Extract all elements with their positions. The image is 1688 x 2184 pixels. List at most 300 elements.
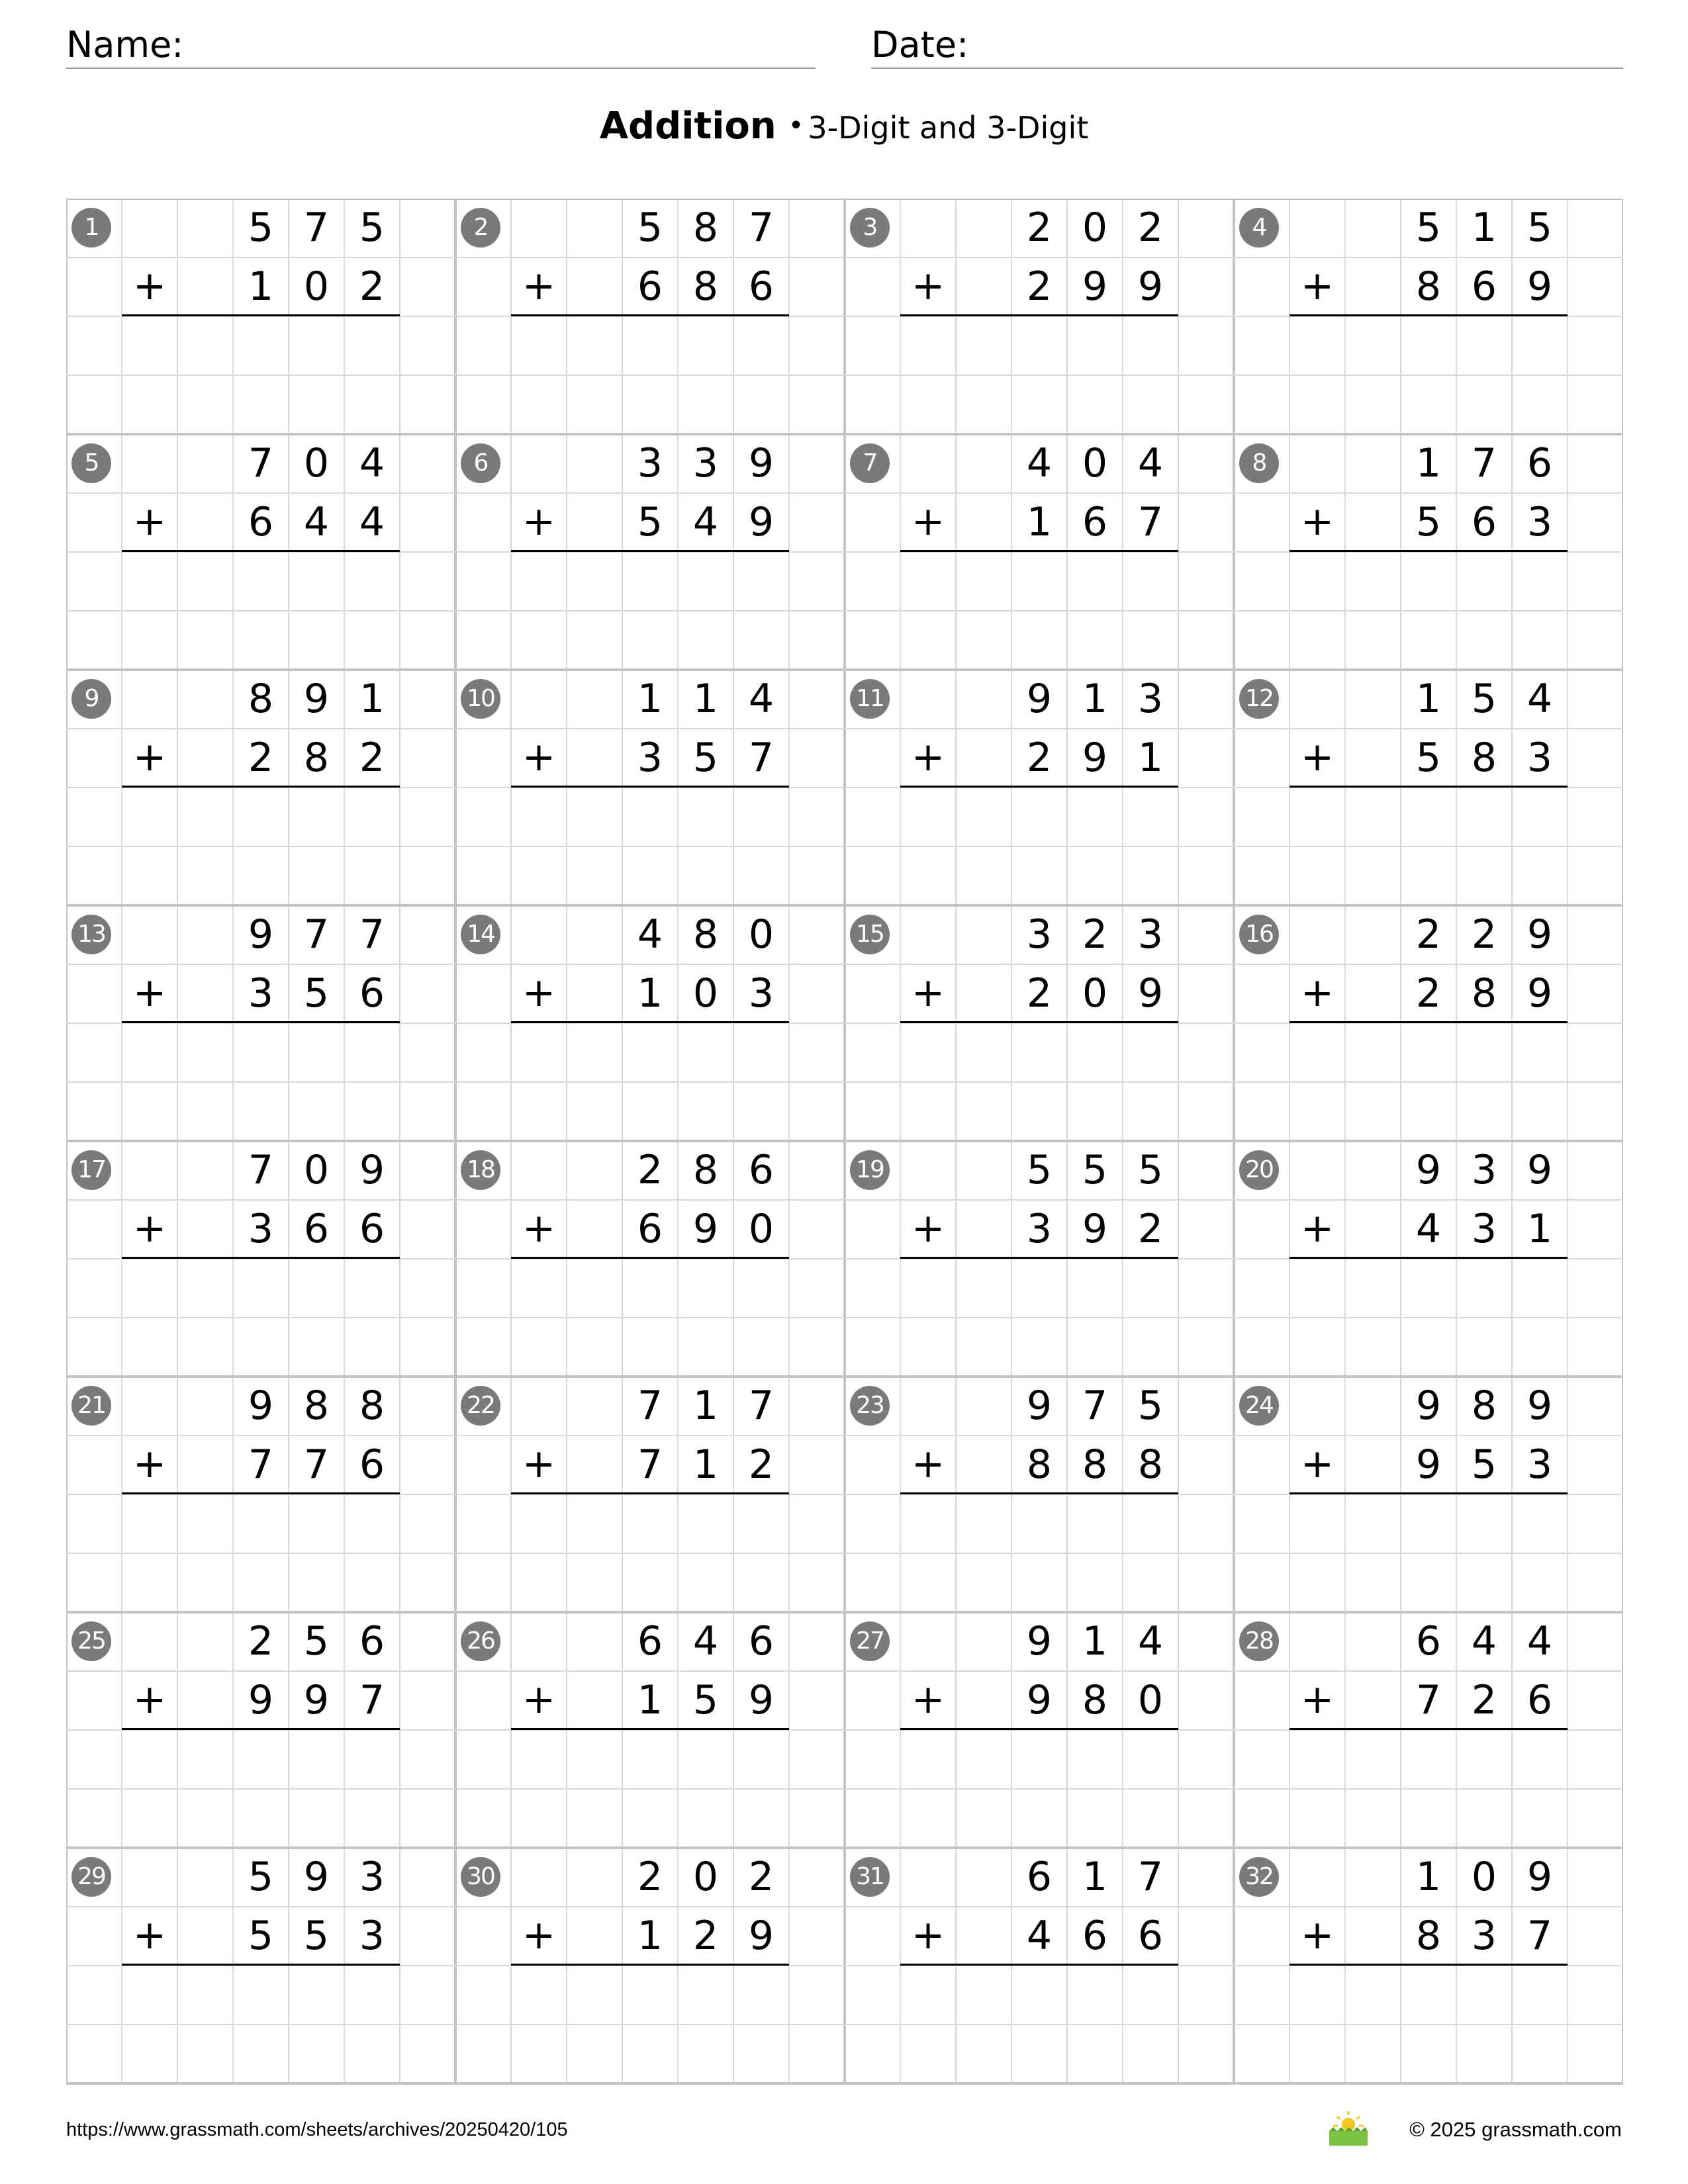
addend-bottom-digit: 3 (1026, 1206, 1053, 1252)
addend-top-digit: 1 (1082, 676, 1108, 722)
problem-number-badge: 27 (850, 1621, 890, 1661)
problem-number-badge: 14 (461, 915, 500, 954)
problem-15 (845, 905, 1234, 1141)
problem-28 (1234, 1612, 1623, 1848)
addend-top-digit: 5 (1471, 676, 1497, 722)
problem-30 (455, 1848, 845, 2083)
addend-bottom-digit: 9 (1526, 263, 1553, 310)
plus-sign: + (522, 498, 556, 545)
addend-bottom-digit: 3 (1526, 735, 1553, 781)
addend-top-digit: 7 (248, 440, 274, 486)
problem-number-badge: 5 (71, 443, 111, 483)
addend-top-digit: 7 (303, 911, 330, 958)
addend-bottom-digit: 6 (303, 1206, 330, 1252)
addend-top-digit: 9 (1026, 1383, 1053, 1429)
plus-sign: + (911, 1676, 945, 1723)
addend-top-digit: 2 (1415, 911, 1442, 958)
addend-top-digit: 8 (692, 1147, 719, 1193)
addend-top-digit: 0 (1471, 1854, 1497, 1900)
title-main: Addition (599, 105, 776, 148)
addend-bottom-digit: 9 (1082, 1206, 1108, 1252)
answer-line[interactable] (122, 1492, 400, 1494)
addend-top-digit: 5 (1082, 1147, 1108, 1193)
plus-sign: + (522, 263, 556, 309)
addend-bottom-digit: 3 (1526, 499, 1553, 545)
addend-bottom-digit: 9 (1415, 1441, 1442, 1488)
addend-top-digit: 7 (1137, 1854, 1164, 1900)
addend-top-digit: 5 (303, 1618, 330, 1664)
problem-13 (66, 905, 455, 1141)
plus-sign: + (911, 734, 945, 780)
addend-bottom-digit: 1 (1026, 499, 1053, 545)
name-field-line[interactable] (66, 68, 816, 69)
problem-number-badge: 21 (71, 1386, 111, 1426)
addend-bottom-digit: 3 (248, 970, 274, 1017)
worksheet-title (0, 105, 1688, 148)
addend-top-digit: 2 (637, 1854, 663, 1900)
plus-sign: + (522, 970, 556, 1016)
problem-number-badge: 4 (1239, 208, 1279, 248)
answer-line[interactable] (511, 1257, 789, 1259)
problem-number-badge: 6 (461, 443, 500, 483)
plus-sign: + (1300, 734, 1335, 780)
problem-22 (455, 1377, 845, 1612)
addend-top-digit: 8 (692, 911, 719, 958)
addend-bottom-digit: 7 (637, 1441, 663, 1488)
problem-25 (66, 1612, 455, 1848)
addend-bottom-digit: 6 (1471, 499, 1497, 545)
addend-bottom-digit: 4 (1026, 1913, 1053, 1959)
addend-top-digit: 9 (1526, 1854, 1553, 1900)
addend-top-digit: 9 (248, 911, 274, 958)
problem-7 (845, 434, 1234, 670)
problem-number-badge: 11 (850, 679, 890, 719)
addend-top-digit: 9 (1526, 1147, 1553, 1193)
answer-line[interactable] (511, 1492, 789, 1494)
addend-top-digit: 4 (1471, 1618, 1497, 1664)
problem-20 (1234, 1141, 1623, 1377)
problem-24 (1234, 1377, 1623, 1612)
addend-bottom-digit: 1 (1526, 1206, 1553, 1252)
addend-top-digit: 3 (359, 1854, 385, 1900)
problem-number-badge: 7 (850, 443, 890, 483)
problem-number-badge: 1 (71, 208, 111, 248)
problem-number-badge: 16 (1239, 915, 1279, 954)
plus-sign: + (1300, 1676, 1335, 1723)
addend-bottom-digit: 6 (1471, 263, 1497, 310)
problem-10 (455, 670, 845, 905)
addend-bottom-digit: 5 (637, 499, 663, 545)
problem-number-badge: 3 (850, 208, 890, 248)
addend-top-digit: 2 (1082, 911, 1108, 958)
addend-bottom-digit: 9 (1137, 263, 1164, 310)
answer-line[interactable] (1289, 1257, 1568, 1259)
footer-copyright: © 2025 grassmath.com (1409, 2118, 1622, 2141)
addend-top-digit: 9 (1415, 1383, 1442, 1429)
problem-16 (1234, 905, 1623, 1141)
addend-bottom-digit: 9 (1082, 263, 1108, 310)
answer-line[interactable] (511, 786, 789, 788)
addend-bottom-digit: 5 (692, 1677, 719, 1723)
answer-line[interactable] (511, 1021, 789, 1023)
problem-9 (66, 670, 455, 905)
addend-bottom-digit: 9 (748, 499, 774, 545)
addend-top-digit: 1 (692, 676, 719, 722)
answer-line[interactable] (900, 1964, 1178, 1966)
problem-14 (455, 905, 845, 1141)
answer-line[interactable] (1289, 786, 1568, 788)
addend-bottom-digit: 7 (359, 1677, 385, 1723)
addend-bottom-digit: 7 (303, 1441, 330, 1488)
problem-number-badge: 9 (71, 679, 111, 719)
addend-bottom-digit: 8 (1026, 1441, 1053, 1488)
answer-line[interactable] (1289, 314, 1568, 316)
addend-top-digit: 1 (1471, 205, 1497, 251)
problem-8 (1234, 434, 1623, 670)
problem-number-badge: 31 (850, 1857, 890, 1897)
addend-bottom-digit: 8 (303, 735, 330, 781)
answer-line[interactable] (511, 550, 789, 552)
addend-top-digit: 4 (1137, 440, 1164, 486)
addend-bottom-digit: 2 (1137, 1206, 1164, 1252)
addend-bottom-digit: 3 (748, 970, 774, 1017)
addend-bottom-digit: 9 (1526, 970, 1553, 1017)
addend-top-digit: 7 (1082, 1383, 1108, 1429)
addend-top-digit: 6 (748, 1147, 774, 1193)
addend-top-digit: 2 (1137, 205, 1164, 251)
addend-top-digit: 3 (692, 440, 719, 486)
addend-top-digit: 1 (637, 676, 663, 722)
addend-bottom-digit: 2 (692, 1913, 719, 1959)
problem-number-badge: 8 (1239, 443, 1279, 483)
problem-32 (1234, 1848, 1623, 2083)
addend-top-digit: 4 (1526, 1618, 1553, 1664)
addend-bottom-digit: 8 (1082, 1441, 1108, 1488)
addend-bottom-digit: 2 (359, 263, 385, 310)
addend-bottom-digit: 9 (1082, 735, 1108, 781)
addend-bottom-digit: 6 (1137, 1913, 1164, 1959)
addend-bottom-digit: 5 (1415, 735, 1442, 781)
addend-bottom-digit: 1 (692, 1441, 719, 1488)
addend-top-digit: 5 (248, 205, 274, 251)
answer-line[interactable] (900, 550, 1178, 552)
plus-sign: + (911, 263, 945, 309)
addend-bottom-digit: 7 (1526, 1913, 1553, 1959)
addend-top-digit: 7 (1471, 440, 1497, 486)
addend-top-digit: 4 (1137, 1618, 1164, 1664)
addend-bottom-digit: 6 (1082, 1913, 1108, 1959)
addend-bottom-digit: 4 (303, 499, 330, 545)
addend-top-digit: 4 (637, 911, 663, 958)
plus-sign: + (911, 498, 945, 545)
problem-26 (455, 1612, 845, 1848)
addend-bottom-digit: 2 (748, 1441, 774, 1488)
addend-top-digit: 3 (1137, 911, 1164, 958)
problem-number-badge: 19 (850, 1150, 890, 1190)
answer-line[interactable] (900, 786, 1178, 788)
answer-line[interactable] (900, 1728, 1178, 1730)
answer-line[interactable] (1289, 1728, 1568, 1730)
addend-top-digit: 2 (748, 1854, 774, 1900)
addend-top-digit: 9 (303, 1854, 330, 1900)
addend-bottom-digit: 8 (1415, 263, 1442, 310)
addend-top-digit: 7 (303, 205, 330, 251)
addend-top-digit: 3 (637, 440, 663, 486)
addend-bottom-digit: 3 (1471, 1206, 1497, 1252)
problem-number-badge: 12 (1239, 679, 1279, 719)
addend-top-digit: 0 (748, 911, 774, 958)
addend-top-digit: 9 (1026, 1618, 1053, 1664)
answer-line[interactable] (1289, 1021, 1568, 1023)
problem-number-badge: 20 (1239, 1150, 1279, 1190)
addend-top-digit: 7 (359, 911, 385, 958)
addend-top-digit: 7 (248, 1147, 274, 1193)
plus-sign: + (911, 970, 945, 1016)
addend-top-digit: 3 (1026, 911, 1053, 958)
addend-bottom-digit: 2 (1471, 1677, 1497, 1723)
addend-bottom-digit: 0 (303, 263, 330, 310)
addend-bottom-digit: 2 (359, 735, 385, 781)
addend-top-digit: 2 (637, 1147, 663, 1193)
addend-top-digit: 9 (248, 1383, 274, 1429)
footer-url: https://www.grassmath.com/sheets/archives/20250420/105 (66, 2119, 568, 2140)
addend-top-digit: 5 (1137, 1147, 1164, 1193)
addend-bottom-digit: 3 (1526, 1441, 1553, 1488)
addend-top-digit: 5 (359, 205, 385, 251)
addend-bottom-digit: 2 (1026, 263, 1053, 310)
addend-bottom-digit: 9 (1026, 1677, 1053, 1723)
addend-top-digit: 5 (248, 1854, 274, 1900)
answer-line[interactable] (900, 1021, 1178, 1023)
problem-number-badge: 10 (461, 679, 500, 719)
addend-top-digit: 7 (637, 1383, 663, 1429)
addend-top-digit: 9 (748, 440, 774, 486)
plus-sign: + (522, 1441, 556, 1487)
date-field-line[interactable] (871, 68, 1623, 69)
addend-top-digit: 5 (637, 205, 663, 251)
addend-bottom-digit: 8 (1082, 1677, 1108, 1723)
addend-top-digit: 8 (692, 205, 719, 251)
addend-bottom-digit: 1 (248, 263, 274, 310)
plus-sign: + (1300, 970, 1335, 1016)
plus-sign: + (132, 970, 167, 1016)
addend-bottom-digit: 6 (359, 1206, 385, 1252)
date-label: Date: (871, 24, 969, 66)
addend-top-digit: 1 (1082, 1618, 1108, 1664)
addend-bottom-digit: 5 (303, 970, 330, 1017)
answer-line[interactable] (122, 1257, 400, 1259)
addend-bottom-digit: 1 (637, 1913, 663, 1959)
addend-top-digit: 1 (359, 676, 385, 722)
addend-top-digit: 8 (248, 676, 274, 722)
addend-bottom-digit: 1 (1137, 735, 1164, 781)
addend-bottom-digit: 0 (1082, 970, 1108, 1017)
addend-bottom-digit: 0 (692, 970, 719, 1017)
problem-2 (455, 199, 845, 434)
addend-bottom-digit: 2 (1026, 970, 1053, 1017)
addend-bottom-digit: 8 (1137, 1441, 1164, 1488)
addend-bottom-digit: 2 (1026, 735, 1053, 781)
addend-bottom-digit: 8 (692, 263, 719, 310)
addend-top-digit: 6 (1526, 440, 1553, 486)
addend-top-digit: 9 (303, 676, 330, 722)
problem-number-badge: 32 (1239, 1857, 1279, 1897)
answer-line[interactable] (1289, 550, 1568, 552)
problem-number-badge: 18 (461, 1150, 500, 1190)
addend-top-digit: 0 (692, 1854, 719, 1900)
name-label: Name: (66, 24, 184, 66)
problem-1 (66, 199, 455, 434)
addend-top-digit: 4 (692, 1618, 719, 1664)
addend-bottom-digit: 1 (637, 1677, 663, 1723)
addend-top-digit: 8 (1471, 1383, 1497, 1429)
addend-bottom-digit: 9 (748, 1677, 774, 1723)
answer-line[interactable] (122, 1964, 400, 1966)
plus-sign: + (1300, 263, 1335, 309)
answer-line[interactable] (122, 786, 400, 788)
answer-line[interactable] (511, 1964, 789, 1966)
answer-line[interactable] (900, 1257, 1178, 1259)
addend-top-digit: 4 (1026, 440, 1053, 486)
addend-bottom-digit: 3 (248, 1206, 274, 1252)
addend-bottom-digit: 3 (1471, 1913, 1497, 1959)
addend-bottom-digit: 6 (248, 499, 274, 545)
answer-line[interactable] (511, 1728, 789, 1730)
addend-bottom-digit: 8 (1415, 1913, 1442, 1959)
addend-top-digit: 6 (359, 1618, 385, 1664)
plus-sign: + (522, 1676, 556, 1723)
addend-bottom-digit: 6 (359, 970, 385, 1017)
addend-top-digit: 7 (748, 1383, 774, 1429)
addend-top-digit: 5 (1137, 1383, 1164, 1429)
addend-bottom-digit: 4 (692, 499, 719, 545)
problem-19 (845, 1141, 1234, 1377)
answer-line[interactable] (900, 314, 1178, 316)
addend-bottom-digit: 0 (1137, 1677, 1164, 1723)
problem-number-badge: 17 (71, 1150, 111, 1190)
addend-bottom-digit: 2 (1415, 970, 1442, 1017)
problem-23 (845, 1377, 1234, 1612)
addend-bottom-digit: 8 (1471, 735, 1497, 781)
addend-top-digit: 9 (1026, 676, 1053, 722)
plus-sign: + (522, 1205, 556, 1251)
addend-top-digit: 4 (1526, 676, 1553, 722)
addend-bottom-digit: 5 (303, 1913, 330, 1959)
addend-bottom-digit: 3 (637, 735, 663, 781)
plus-sign: + (132, 1912, 167, 1958)
problem-number-badge: 22 (461, 1386, 500, 1426)
problem-number-badge: 30 (461, 1857, 500, 1897)
addend-bottom-digit: 0 (748, 1206, 774, 1252)
answer-line[interactable] (122, 314, 400, 316)
plus-sign: + (911, 1912, 945, 1958)
answer-line[interactable] (1289, 1964, 1568, 1966)
addend-bottom-digit: 3 (359, 1913, 385, 1959)
addend-top-digit: 8 (303, 1383, 330, 1429)
problem-number-badge: 26 (461, 1621, 500, 1661)
addend-top-digit: 0 (303, 1147, 330, 1193)
addend-bottom-digit: 9 (303, 1677, 330, 1723)
plus-sign: + (132, 263, 167, 309)
answer-line[interactable] (122, 1021, 400, 1023)
addend-top-digit: 6 (637, 1618, 663, 1664)
plus-sign: + (911, 1441, 945, 1487)
addend-top-digit: 5 (1026, 1147, 1053, 1193)
problem-number-badge: 2 (461, 208, 500, 248)
addend-top-digit: 1 (1415, 676, 1442, 722)
grass-sun-logo-icon (1325, 2109, 1372, 2148)
addend-top-digit: 4 (748, 676, 774, 722)
addend-top-digit: 9 (1526, 1383, 1553, 1429)
problem-5 (66, 434, 455, 670)
problem-number-badge: 13 (71, 915, 111, 954)
addend-top-digit: 1 (692, 1383, 719, 1429)
answer-line[interactable] (122, 550, 400, 552)
addend-bottom-digit: 9 (248, 1677, 274, 1723)
addend-bottom-digit: 5 (692, 735, 719, 781)
answer-line[interactable] (122, 1728, 400, 1730)
problem-17 (66, 1141, 455, 1377)
plus-sign: + (1300, 1205, 1335, 1251)
addend-top-digit: 5 (1526, 205, 1553, 251)
problem-21 (66, 1377, 455, 1612)
addend-top-digit: 1 (1082, 1854, 1108, 1900)
addend-top-digit: 0 (1082, 205, 1108, 251)
plus-sign: + (132, 1441, 167, 1487)
addend-top-digit: 9 (1415, 1147, 1442, 1193)
addend-top-digit: 1 (1415, 1854, 1442, 1900)
addend-bottom-digit: 9 (692, 1206, 719, 1252)
addend-bottom-digit: 1 (637, 970, 663, 1017)
plus-sign: + (911, 1205, 945, 1251)
addend-top-digit: 2 (248, 1618, 274, 1664)
addend-bottom-digit: 4 (359, 499, 385, 545)
addend-bottom-digit: 6 (1082, 499, 1108, 545)
plus-sign: + (132, 734, 167, 780)
title-separator: • (788, 111, 804, 141)
addend-top-digit: 8 (359, 1383, 385, 1429)
addend-top-digit: 6 (1415, 1618, 1442, 1664)
plus-sign: + (132, 498, 167, 545)
problem-number-badge: 28 (1239, 1621, 1279, 1661)
plus-sign: + (522, 734, 556, 780)
answer-line[interactable] (1289, 1492, 1568, 1494)
addend-top-digit: 0 (1082, 440, 1108, 486)
problem-3 (845, 199, 1234, 434)
addend-bottom-digit: 7 (1137, 499, 1164, 545)
problem-number-badge: 23 (850, 1386, 890, 1426)
addend-bottom-digit: 5 (248, 1913, 274, 1959)
answer-line[interactable] (900, 1492, 1178, 1494)
plus-sign: + (1300, 498, 1335, 545)
problem-grid (66, 199, 1623, 2086)
addend-top-digit: 1 (1415, 440, 1442, 486)
addend-bottom-digit: 6 (359, 1441, 385, 1488)
addend-top-digit: 9 (359, 1147, 385, 1193)
addend-top-digit: 9 (1526, 911, 1553, 958)
addend-bottom-digit: 9 (748, 1913, 774, 1959)
addend-bottom-digit: 6 (748, 263, 774, 310)
addend-top-digit: 6 (748, 1618, 774, 1664)
answer-line[interactable] (511, 314, 789, 316)
addend-bottom-digit: 6 (637, 263, 663, 310)
addend-top-digit: 3 (1471, 1147, 1497, 1193)
addend-bottom-digit: 6 (1526, 1677, 1553, 1723)
addend-bottom-digit: 8 (1471, 970, 1497, 1017)
plus-sign: + (522, 1912, 556, 1958)
addend-top-digit: 5 (1415, 205, 1442, 251)
problem-31 (845, 1848, 1234, 2083)
